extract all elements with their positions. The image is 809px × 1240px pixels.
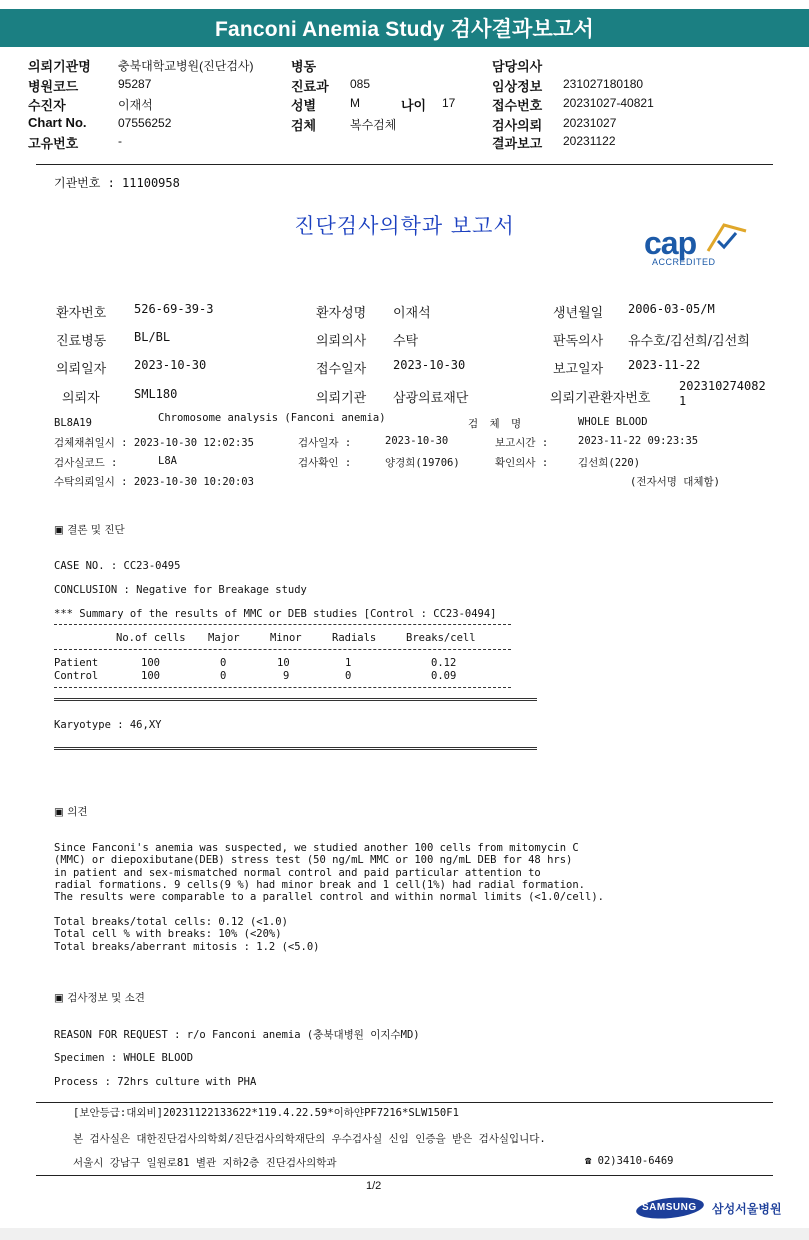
table-cell: 10 <box>277 657 290 669</box>
header-field: 수진자 이재석 <box>28 98 153 113</box>
confirm-doctor-value: 김선희(220) <box>578 457 641 469</box>
section-divider <box>54 698 537 701</box>
footer-rule <box>36 1175 773 1176</box>
table-rule <box>54 624 511 625</box>
outsourced-request-datetime: 수탁의뢰일시 : 2023-10-30 10:20:03 <box>54 476 254 488</box>
reading-doctor-label: 판독의사 <box>553 334 604 349</box>
table-cell: 100 <box>141 657 160 669</box>
header-field: 검사의뢰 20231027 <box>492 116 617 133</box>
header-field: 병동 <box>291 59 317 74</box>
patient-name-value: 이재석 <box>393 306 431 321</box>
header-field: 성별 M <box>291 96 360 113</box>
table-cell: 0.09 <box>431 670 457 682</box>
document-title: 진단검사의학과 보고서 <box>294 214 515 238</box>
section-divider <box>54 747 537 750</box>
cap-accredited-logo <box>640 215 750 270</box>
institution-patient-number-value-line2: 1 <box>679 394 687 408</box>
report-title: Fanconi Anemia Study 검사결과보고서 <box>214 18 595 41</box>
report-date-value: 2023-11-22 <box>628 358 701 372</box>
top-rule <box>36 164 773 165</box>
test-confirm-label: 검사확인 : <box>298 457 352 469</box>
requester-label: 의뢰자 <box>62 391 100 406</box>
institution-number: 기관번호 : 11100958 <box>54 176 180 190</box>
report-document <box>0 160 809 1240</box>
birth-date-value: 2006-03-05/M <box>628 302 715 316</box>
receipt-date-label: 접수일자 <box>316 362 367 377</box>
table-cell: 1 <box>345 657 352 669</box>
lab-address: 서울시 강남구 일원로81 별관 지하2층 진단검사의학과 <box>73 1157 337 1169</box>
specimen-name-value: WHOLE BLOOD <box>578 416 648 428</box>
total-line: Total cell % with breaks: 10% (<20%) <box>54 928 282 940</box>
collection-datetime: 검체채취일시 : 2023-10-30 12:02:35 <box>54 437 254 449</box>
test-confirm-value: 양경희(19706) <box>385 457 460 469</box>
report-header <box>0 50 809 158</box>
table-rule <box>54 687 511 688</box>
table-cell: 0 <box>220 670 227 682</box>
cap-check-icon <box>706 221 748 255</box>
institution-patient-number-value: 202310274082 <box>679 379 766 393</box>
header-field: 의뢰기관명 충북대학교병원(진단검사) <box>28 59 254 74</box>
table-cell: 0.12 <box>431 657 457 669</box>
specimen-info: Specimen : WHOLE BLOOD <box>54 1052 194 1064</box>
opinion-line: radial formations. 9 cells(9 %) had minor break and 1 cell(1%) had radial formation. <box>54 879 586 891</box>
header-field: 접수번호 20231027-40821 <box>492 96 654 113</box>
opinion-line: (MMC) or diepoxibutane(DEB) stress test (50 ng/mL MMC or 100 ng/mL DEB for 48 hrs) <box>54 854 573 866</box>
table-cell: 0 <box>220 657 227 669</box>
ward-label: 진료병동 <box>56 334 107 349</box>
requesting-institution-label: 의뢰기관 <box>316 391 367 406</box>
cap-logo-word: cap <box>644 225 697 261</box>
opinion-line: The results were comparable to a parallel control and within normal limits (<1.0/cell). <box>54 891 604 903</box>
header-field: 병원코드 95287 <box>28 77 152 94</box>
reading-doctor-value: 유수호/김선희/김선희 <box>628 334 750 349</box>
lab-phone: ☎ 02)3410-6469 <box>585 1155 674 1167</box>
bottom-bar <box>0 1228 809 1240</box>
lab-code-label: 검사실코드 : <box>54 457 118 469</box>
report-banner <box>0 9 809 47</box>
opinion-line: Since Fanconi's anemia was suspected, we studied another 100 cells from mitomycin C <box>54 842 579 854</box>
header-field: 결과보고 20231122 <box>492 134 616 151</box>
requesting-doctor-value: 수탁 <box>393 334 419 349</box>
header-field: 진료과 085 <box>291 77 371 94</box>
section-opinion-title: ▣ 의견 <box>54 806 88 818</box>
header-field: 고유번호 - <box>28 134 122 151</box>
table-header-radials: Radials <box>332 632 377 644</box>
case-number: CASE NO. : CC23-0495 <box>54 560 181 572</box>
certification-statement: 본 검사실은 대한진단검사의학회/진단검사의학재단의 우수검사실 신임 인증을 받은 검사실입니다. <box>73 1133 546 1145</box>
receipt-date-value: 2023-10-30 <box>393 358 466 372</box>
institution-patient-number-label: 의뢰기관환자번호 <box>550 391 651 406</box>
karyotype: Karyotype : 46,XY <box>54 719 162 731</box>
patient-name-label: 환자성명 <box>316 306 367 321</box>
table-header-major: Major <box>208 632 240 644</box>
confirm-doctor-label: 확인의사 : <box>495 457 549 469</box>
table-cell: 100 <box>141 670 160 682</box>
report-time-label: 보고시간 : <box>495 437 549 449</box>
opinion-line: in patient and sex-mismatched normal control and paid particular attention to <box>54 867 541 879</box>
specimen-name-label: 검 체 명 <box>468 418 526 430</box>
request-date-value: 2023-10-30 <box>134 358 207 372</box>
header-field: 담당의사 <box>492 59 543 74</box>
table-row-patient-name: Patient <box>54 657 99 669</box>
report-time-value: 2023-11-22 09:23:35 <box>578 435 699 447</box>
request-date-label: 의뢰일자 <box>56 362 107 377</box>
requester-value: SML180 <box>134 387 178 401</box>
table-rule <box>54 649 511 650</box>
header-field: 검체 복수검체 <box>291 118 397 133</box>
patient-number-label: 환자번호 <box>56 306 107 321</box>
test-date-label: 검사일자 : <box>298 437 352 449</box>
total-line: Total breaks/aberrant mitosis : 1.2 (<5.0) <box>54 941 320 953</box>
header-field: 임상정보 231027180180 <box>492 77 644 94</box>
table-header-breaks: Breaks/cell <box>406 632 476 644</box>
conclusion: CONCLUSION : Negative for Breakage study <box>54 584 307 596</box>
total-line: Total breaks/total cells: 0.12 (<1.0) <box>54 916 288 928</box>
test-code: BL8A19 <box>54 417 92 429</box>
samsung-word: SAMSUNG <box>642 1202 697 1213</box>
samsung-hospital-name: 삼성서울병원 <box>712 1202 782 1216</box>
requesting-institution-value: 삼광의료재단 <box>393 391 469 406</box>
cap-logo-subtitle: ACCREDITED <box>652 257 716 267</box>
section-test-info-title: ▣ 검사정보 및 소견 <box>54 992 145 1004</box>
table-cell: 0 <box>345 670 352 682</box>
patient-number-value: 526-69-39-3 <box>134 302 214 316</box>
samsung-hospital-logo <box>636 1195 786 1223</box>
header-field: 나이 17 <box>401 96 456 113</box>
table-header-minor: Minor <box>270 632 302 644</box>
report-date-label: 보고일자 <box>553 362 604 377</box>
page-number: 1/2 <box>366 1180 382 1192</box>
table-cell: 9 <box>283 670 290 682</box>
reason-for-request: REASON FOR REQUEST : r/o Fanconi anemia (충북대병원 이지수MD) <box>54 1029 420 1041</box>
requesting-doctor-label: 의뢰의사 <box>316 334 367 349</box>
e-signature-note: (전자서명 대체함) <box>630 476 720 488</box>
process-info: Process : 72hrs culture with PHA <box>54 1076 257 1088</box>
table-row-control-name: Control <box>54 670 99 682</box>
footer-rule <box>36 1102 773 1103</box>
test-date-value: 2023-10-30 <box>385 435 449 447</box>
section-conclusion-title: ▣ 결론 및 진단 <box>54 524 125 536</box>
security-line: [보안등급:대외비]20231122133622*119.4.22.59*이하얀PF7216*SLW150F1 <box>73 1107 459 1119</box>
lab-code-value: L8A <box>158 455 177 467</box>
summary-heading: *** Summary of the results of MMC or DEB studies [Control : CC23-0494] <box>54 608 497 620</box>
test-name: Chromosome analysis (Fanconi anemia) <box>158 412 386 424</box>
birth-date-label: 생년월일 <box>553 306 604 321</box>
ward-value: BL/BL <box>134 330 171 344</box>
table-header-cells: No.of cells <box>116 632 186 644</box>
header-field: Chart No. 07556252 <box>28 115 172 130</box>
